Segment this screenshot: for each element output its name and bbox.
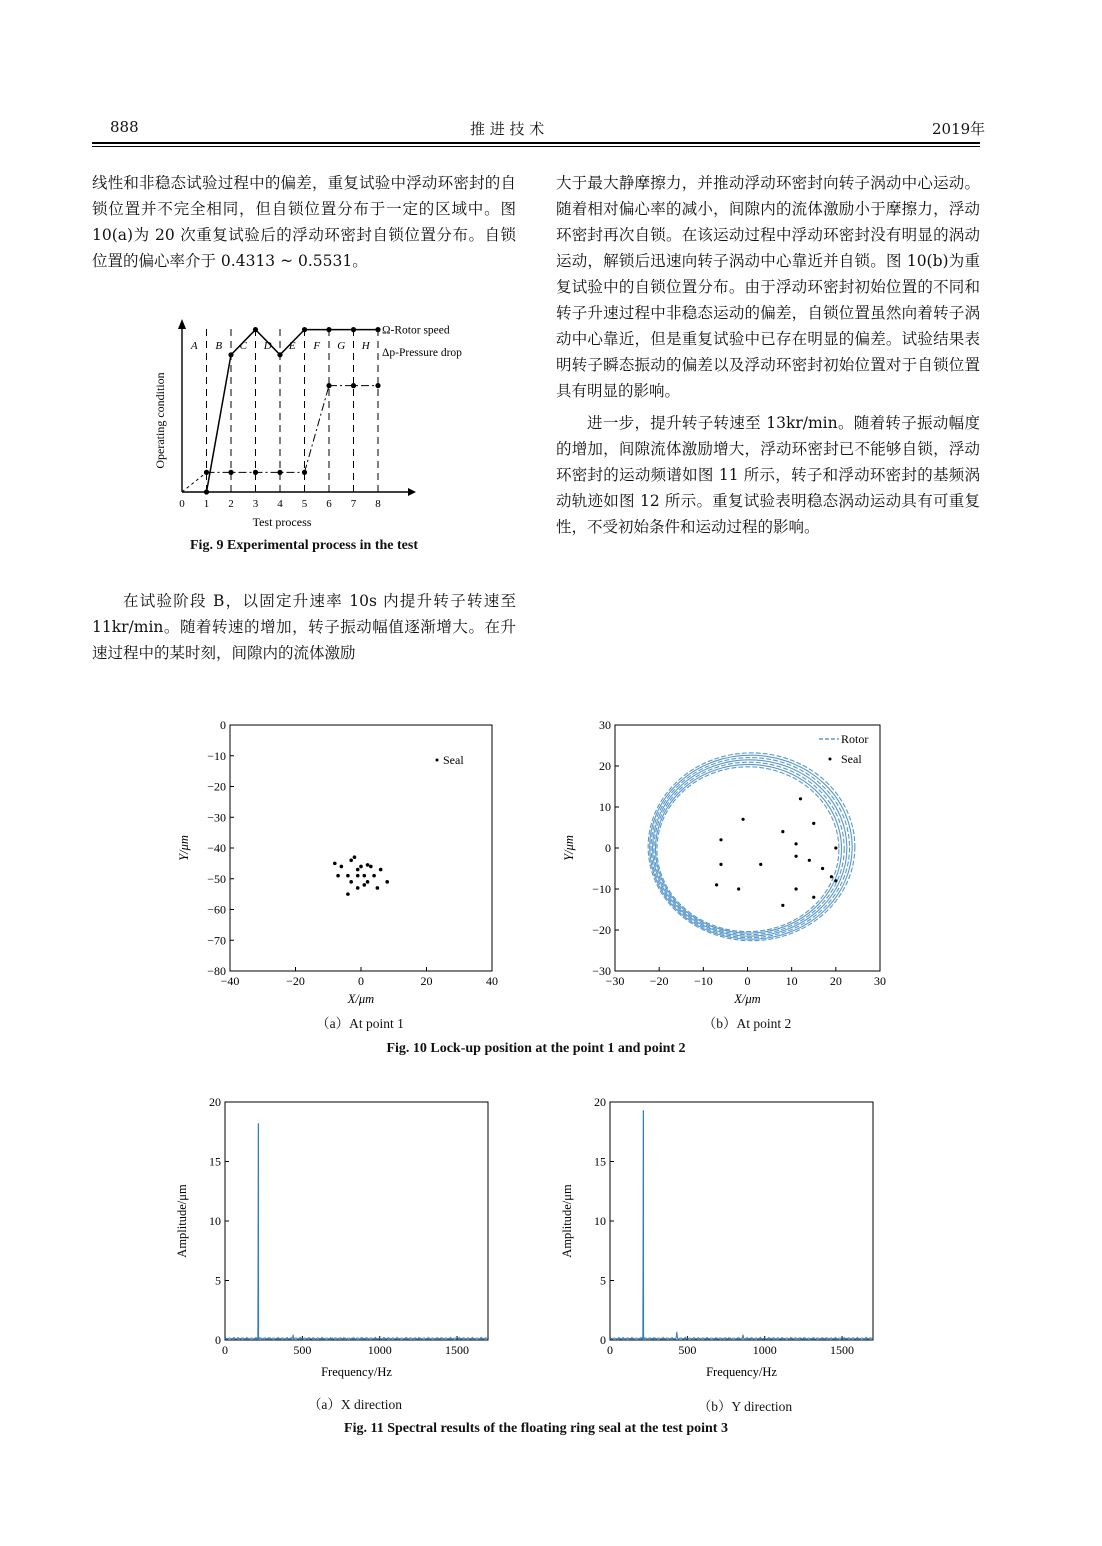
y-tick-label: −30 [592, 964, 611, 978]
x-tick-label: 0 [222, 1343, 228, 1357]
seal-point [356, 868, 360, 872]
rotor-speed-point [351, 327, 356, 332]
y-axis-label: Amplitude/μm [560, 1184, 574, 1258]
rotor-speed-point [277, 352, 282, 357]
pressure-drop-point [204, 470, 209, 475]
x-tick-label: 6 [326, 498, 332, 510]
fig11a-chart [170, 1090, 510, 1390]
x-tick-label: 5 [301, 498, 308, 510]
seal-point [349, 859, 353, 863]
stage-label: A [190, 340, 198, 352]
y-tick-label: −80 [207, 964, 226, 978]
y-tick-label: −70 [207, 933, 226, 948]
fig11a-subcaption: （a）X direction [307, 1397, 403, 1412]
seal-point [719, 863, 722, 866]
y-tick-label: −10 [592, 882, 611, 896]
fig10a-chart [170, 715, 510, 1010]
seal-point [349, 880, 353, 884]
stage-label: G [337, 340, 346, 352]
y-tick-label: −20 [207, 779, 226, 794]
fig11b-subcaption: （b）Y direction [697, 1399, 793, 1414]
seal-point [379, 868, 383, 872]
y-tick-label: 5 [215, 1273, 221, 1288]
x-tick-label: 10 [785, 974, 798, 988]
left-column-top [92, 170, 516, 274]
x-tick-label: 0 [607, 1343, 613, 1357]
fig11-caption: Fig. 11 Spectral results of the floating ring seal at the test point 3 [344, 1421, 728, 1436]
rotor-speed-point [253, 327, 258, 332]
y-axis-label: Y/μm [177, 835, 191, 861]
stage-label: E [288, 340, 296, 352]
fig9-caption: Fig. 9 Experimental process in the test [190, 538, 418, 553]
stage-label: B [215, 340, 223, 352]
x-tick-label: −40 [220, 974, 240, 988]
y-tick-label: 20 [209, 1095, 221, 1109]
y-tick-label: −50 [207, 871, 226, 886]
seal-point [366, 863, 370, 867]
rotor-speed-point [326, 327, 331, 332]
y-tick-label: 0 [605, 841, 611, 855]
y-tick-label: −60 [207, 902, 226, 917]
x-tick-label: 20 [829, 974, 842, 988]
x-tick-label: 1000 [752, 1343, 777, 1357]
rotor-speed-point [228, 352, 233, 357]
y-axis-label: Operating condition [153, 372, 167, 469]
y-tick-label: 15 [209, 1154, 221, 1169]
seal-point [759, 863, 762, 866]
x-tick-label: 1500 [830, 1343, 855, 1357]
y-tick-label: 5 [600, 1273, 606, 1288]
paragraph: 大于最大静摩擦力，并推动浮动环密封向转子涡动中心运动。随着相对偏心率的减小，间隙内的流体激励小于摩擦力，浮动环密封再次自锁。在该运动过程中浮动环密封没有明显的涡动运动，解锁后迅速向转子涡动中心靠近并自锁。图 10(b)为重复试验中的自锁位置分布。由于浮动环密封初始位置的不同和转子升速过程中非稳态运动的偏差，自锁位置虽然向着转子涡动中心靠近，但是重复试验中已存在明显的偏差。试验结果表明转子瞬态振动的偏差以及浮动环密封初始位置对于自锁位置具有明显的影响。 [556, 174, 980, 400]
plot-frame [610, 1102, 873, 1340]
header-rule-thin [92, 146, 980, 147]
paragraph: 进一步，提升转子转速至 13kr/min。随着转子振动幅度的增加，间隙流体激励增大，浮动环密封已不能够自锁，浮动环密封的运动频谱如图 11 所示，转子和浮动环密封的基频涡动轨迹如图 12 所示。重复试验表明稳态涡动运动具有可重复性，不受初始条件和运动过程的影响。 [556, 414, 980, 536]
y-axis-arrow [178, 319, 186, 329]
y-tick-label: −20 [592, 923, 611, 937]
y-tick-label: 10 [594, 1214, 606, 1228]
x-tick-label: −20 [286, 974, 305, 988]
seal-point [362, 874, 366, 878]
seal-point [366, 880, 370, 884]
pressure-drop-point [277, 470, 282, 475]
x-tick-label: 8 [375, 498, 381, 510]
seal-point [799, 797, 802, 800]
x-tick-label: 40 [486, 974, 498, 988]
x-tick-label: 500 [293, 1343, 312, 1357]
seal-point [333, 862, 337, 866]
x-axis-arrow [408, 488, 416, 496]
x-tick-label: 0 [179, 498, 185, 510]
pressure-drop-point [326, 383, 331, 388]
seal-point [794, 887, 797, 890]
fig10-caption: Fig. 10 Lock-up position at the point 1 and point 2 [386, 1041, 686, 1056]
paragraph: 在试验阶段 B，以固定升速率 10s 内提升转子转速至 11kr/min。随着转速的增加，转子振动幅值逐渐增大。在升速过程中的某时刻，间隙内的流体激励 [92, 592, 516, 662]
x-tick-label: 0 [744, 974, 751, 988]
seal-point [385, 880, 389, 884]
y-axis-label: Y/μm [562, 835, 576, 861]
seal-point [812, 822, 815, 825]
x-axis-label: Test process [252, 515, 312, 529]
rotor-speed-point [375, 327, 380, 332]
year: 2019年 [932, 120, 986, 138]
y-tick-label: 20 [599, 759, 611, 773]
seal-point [369, 865, 373, 869]
paragraph: 线性和非稳态试验过程中的偏差，重复试验中浮动环密封的自锁位置并不完全相同，但自锁位置分布于一定的区域中。图 10(a)为 20 次重复试验后的浮动环密封自锁位置分布。自锁位置的偏心率介于 0.4313 ~ 0.5531。 [92, 174, 516, 270]
seal-point [359, 865, 363, 869]
seal-point [830, 875, 833, 878]
spectrum-line [610, 1110, 873, 1339]
seal-point [356, 886, 360, 890]
legend-pressure-drop: Δp-Pressure drop [382, 347, 462, 359]
seal-point [821, 867, 824, 870]
left-column-bottom [92, 588, 516, 666]
seal-point [340, 865, 344, 869]
y-tick-label: −30 [207, 810, 226, 825]
x-axis-label: Frequency/Hz [321, 1365, 392, 1379]
rotor-orbit [653, 760, 847, 936]
legend-seal-label: Seal [841, 752, 862, 766]
seal-point [808, 859, 811, 862]
seal-point [376, 886, 380, 890]
legend-rotor-speed: Ω-Rotor speed [382, 324, 450, 337]
legend-seal-marker [436, 759, 439, 762]
seal-point [781, 830, 784, 833]
y-tick-label: 10 [209, 1214, 221, 1228]
seal-point [794, 855, 797, 858]
legend-rotor-label: Rotor [841, 732, 869, 746]
x-tick-label: 1000 [367, 1343, 392, 1357]
fig10b-chart [555, 715, 895, 1010]
y-axis-label: Amplitude/μm [175, 1184, 189, 1258]
x-tick-label: 500 [678, 1343, 697, 1357]
spectrum-line [225, 1123, 488, 1339]
stage-label: D [263, 340, 272, 352]
x-axis-label: X/μm [734, 992, 761, 1006]
pressure-drop-point [375, 383, 380, 388]
header-rule [92, 142, 980, 144]
seal-point [346, 874, 350, 878]
x-axis-label: X/μm [347, 992, 375, 1006]
pressure-drop-point [253, 470, 258, 475]
x-tick-label: −10 [693, 974, 713, 988]
y-tick-label: 20 [594, 1095, 606, 1109]
seal-point [362, 883, 366, 887]
y-tick-label: −10 [207, 748, 226, 763]
journal-title: 推 进 技 术 [470, 120, 545, 138]
pressure-drop-point [351, 383, 356, 388]
page-number: 888 [110, 118, 139, 136]
seal-point [834, 879, 837, 882]
seal-point [834, 846, 837, 849]
stage-label: C [239, 340, 247, 352]
fig9-chart [140, 315, 480, 535]
stage-label: H [361, 340, 370, 352]
pressure-drop-rise [305, 386, 330, 473]
x-tick-label: −20 [649, 974, 669, 988]
rotor-orbit [657, 767, 839, 932]
seal-point [715, 883, 718, 886]
x-tick-label: 7 [350, 498, 357, 510]
initial-dash [182, 472, 207, 492]
x-tick-label: 3 [252, 498, 259, 510]
seal-point [737, 887, 740, 890]
seal-point [781, 904, 784, 907]
rotor-speed-point [204, 489, 209, 494]
y-tick-label: 10 [599, 800, 611, 814]
x-tick-label: 2 [228, 498, 234, 510]
fig11b-chart [555, 1090, 895, 1390]
seal-point [372, 874, 376, 878]
rotor-speed-point [302, 327, 307, 332]
pressure-drop-point [228, 470, 233, 475]
y-tick-label: 0 [215, 1333, 221, 1347]
seal-point [356, 874, 360, 878]
seal-point [346, 892, 350, 896]
y-tick-label: 0 [220, 718, 226, 732]
x-tick-label: 30 [874, 974, 886, 988]
fig10a-subcaption: （a）At point 1 [316, 1016, 404, 1031]
x-axis-label: Frequency/Hz [706, 1365, 777, 1379]
y-tick-label: 15 [594, 1154, 606, 1169]
x-tick-label: 20 [420, 974, 433, 988]
x-tick-label: 1 [203, 498, 210, 510]
plot-frame [225, 1102, 488, 1340]
seal-point [794, 842, 797, 845]
seal-point [336, 874, 340, 878]
right-column [556, 170, 980, 540]
stage-label: F [313, 340, 321, 352]
y-tick-label: 30 [599, 718, 611, 732]
y-tick-label: 0 [600, 1333, 606, 1347]
x-tick-label: −30 [605, 974, 625, 988]
fig10b-subcaption: （b）At point 2 [702, 1016, 792, 1031]
x-tick-label: 4 [277, 498, 283, 510]
y-tick-label: −40 [207, 841, 226, 855]
seal-point [353, 855, 357, 859]
legend-seal-label: Seal [443, 753, 464, 767]
x-tick-label: 1500 [445, 1343, 470, 1357]
x-tick-label: 0 [358, 974, 364, 988]
legend-seal-marker [829, 758, 832, 761]
seal-point [719, 838, 722, 841]
seal-point [812, 896, 815, 899]
seal-point [741, 818, 744, 821]
